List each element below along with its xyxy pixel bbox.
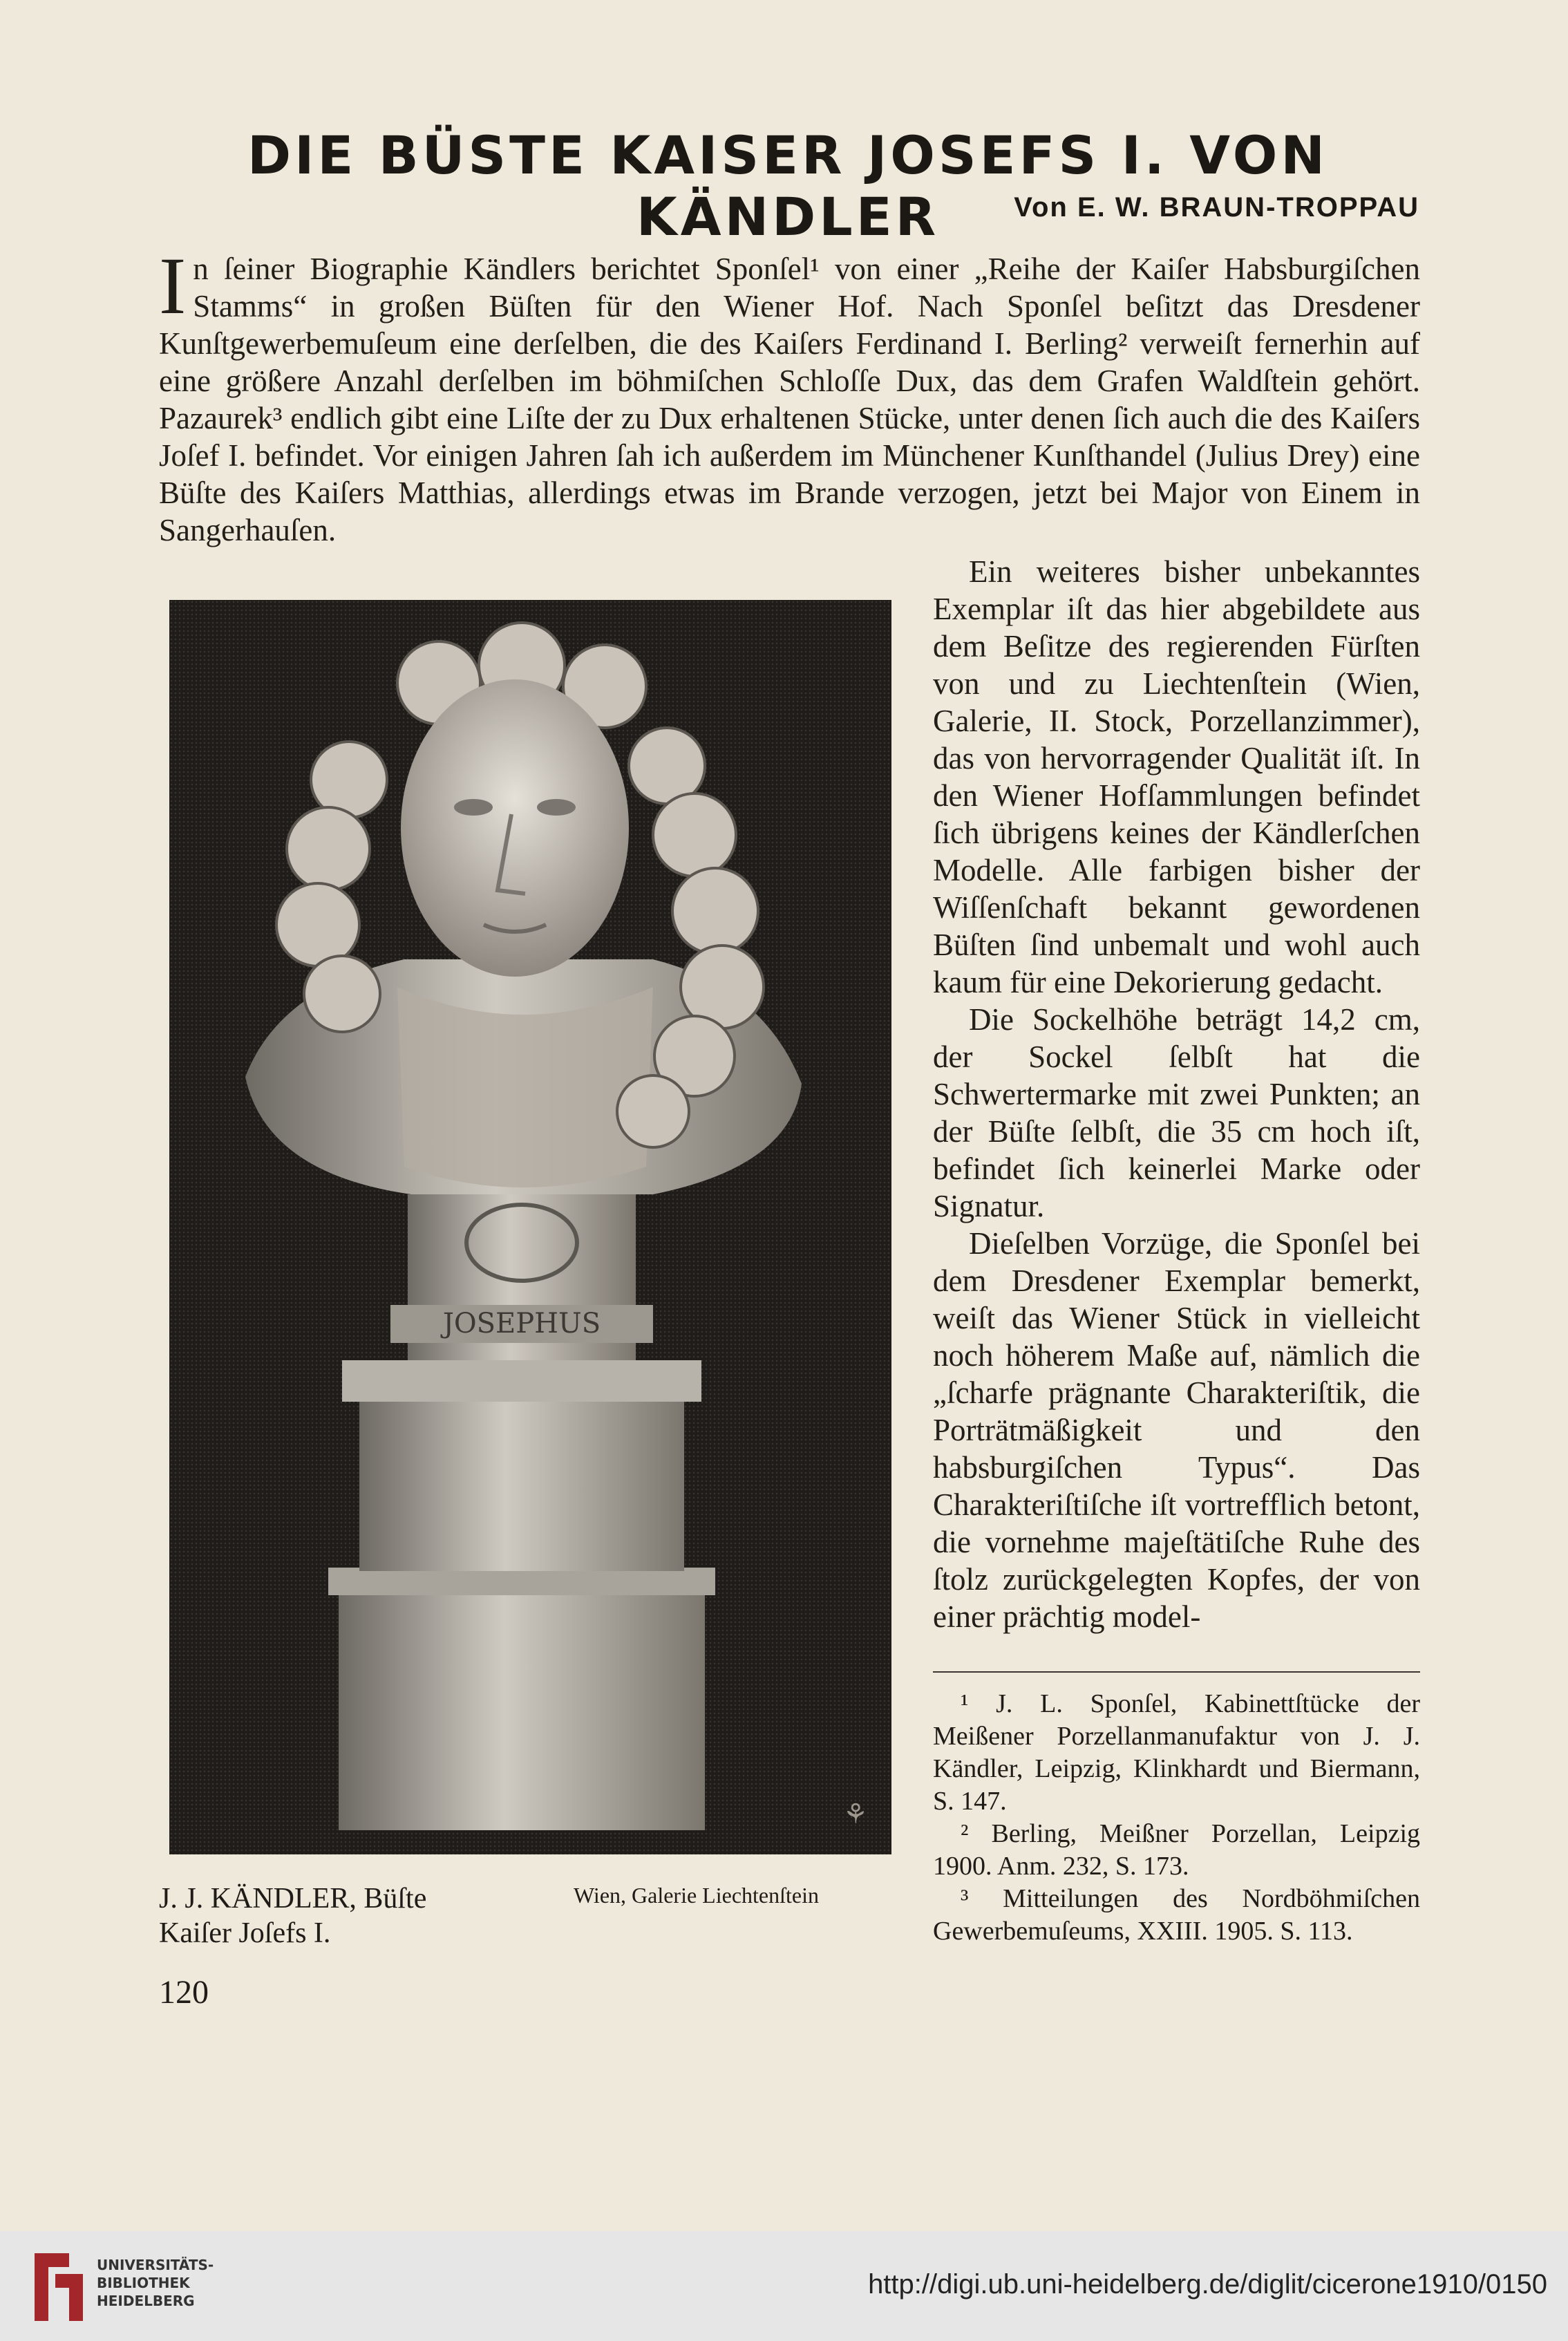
viewer-footer [0,2231,1568,2341]
bust-photograph [169,600,891,1854]
footnote-3: ³ Mitteilungen des Nordböhmiſchen Gewerbemuſeums, XXIII. 1905. S. 113. [933,1884,1420,1946]
paragraph-4: Dieſelben Vorzüge, die Sponſel bei dem Dresdener Exemplar bemerkt, weiſt das Wiener Stück in vielleicht noch höherem Maße auf, nämlich die „ſcharfe prägnante Charakteriſtik, die Porträtmäßigkeit und den habsburgiſchen Typus“. Das Charakteriſtiſche iſt vortrefflich betont, die vornehme majeſtätiſche Ruhe des ſtolz zurückgelegten Kopfes, der von einer prächtig model- [933,1226,1420,1634]
svg-text:⚘: ⚘ [843,1798,868,1830]
footnote-2: ² Berling, Meißner Porzellan, Leipzig 1900. Anm. 232, S. 173. [933,1819,1420,1881]
library-name: UNIVERSITÄTS- BIBLIOTHEK HEIDELBERG [97,2257,214,2309]
page-number: 120 [159,1974,209,2011]
paragraph-3: Die Sockelhöhe beträgt 14,2 cm, der Sockel ſelbſt hat die Schwertermarke mit zwei Punkten; an der Büſte ſelbſt, die 35 cm hoch iſt, befindet ſich keinerlei Marke oder Signatur. [933,1002,1420,1223]
plinth-middle [359,1395,684,1571]
article-byline: Von E. W. BRAUN-TROPPAU [1014,192,1419,223]
article-title: DIE BÜSTE KAISER JOSEFS I. VON KÄNDLER [247,124,1328,247]
footnote-1: ¹ J. L. Sponſel, Kabinettſtücke der Meißener Porzellanmanufaktur von J. J. Kändler, Leipzig, Klinkhardt und Biermann, S. 147. [933,1689,1420,1816]
plinth-base [339,1581,705,1830]
figure-caption [159,1881,426,1950]
caption-line-1: J. J. KÄNDLER, Büſte [159,1883,427,1915]
library-logo-icon [28,2246,90,2328]
permalink-url[interactable]: http://digi.ub.uni-heidelberg.de/diglit/cicerone1910/0150 [868,2269,1547,2300]
footnotes [933,1671,1420,1948]
drop-cap: I [159,241,187,331]
paragraph-2: Ein weiteres bisher unbekanntes Exemplar iſt das hier abgebildete aus dem Beſitze des regierenden Fürſten von und zu Liechtenſtein (Wien, Galerie, II. Stock, Porzellanzimmer), das von hervorragender Qualität iſt. In den Wiener Hofſammlungen befindet ſich übrigens keines der Kändlerſchen Modelle. Alle farbigen bisher der Wiſſenſchaft bekannt gewordenen Büſten ſind unbemalt und wohl auch kaum für eine Dekorierung gedacht. [933,554,1420,999]
right-column [933,553,1420,1635]
figure-credit: Wien, Galerie Liechtenſtein [574,1883,819,1908]
pedestal-inscription: JOSEPHUS [442,1308,601,1339]
intro-text: n ſeiner Biographie Kändlers berichtet Sponſel¹ von einer „Reihe der Kaiſer Habsburgiſchen Stamms“ in großen Büſten für den Wiener Hof. Nach Sponſel beſitzt das Dresdener Kunſtgewerbemuſeum eine derſelben, die des Kaiſers Ferdinand I. Berling² verweiſt fernerhin auf eine größere Anzahl derſelben im böhmiſchen Schloſſe Dux, das dem Grafen Waldſtein gehört. Pazaurek³ endlich gibt eine Liſte der zu Dux erhaltenen Stücke, unter denen ſich auch die des Kaiſers Joſef I. befindet. Vor einigen Jahren ſah ich außerdem im Münchener Kunſthandel (Julius Drey) eine Büſte des Kaiſers Matthias, allerdings etwas im Brande verzogen, jetzt bei Major von Einem in Sangerhauſen. [159,252,1420,547]
bust-illustration [169,600,891,1854]
caption-line-2: Kaiſer Joſefs I. [159,1917,331,1949]
intro-paragraph [159,241,1420,549]
